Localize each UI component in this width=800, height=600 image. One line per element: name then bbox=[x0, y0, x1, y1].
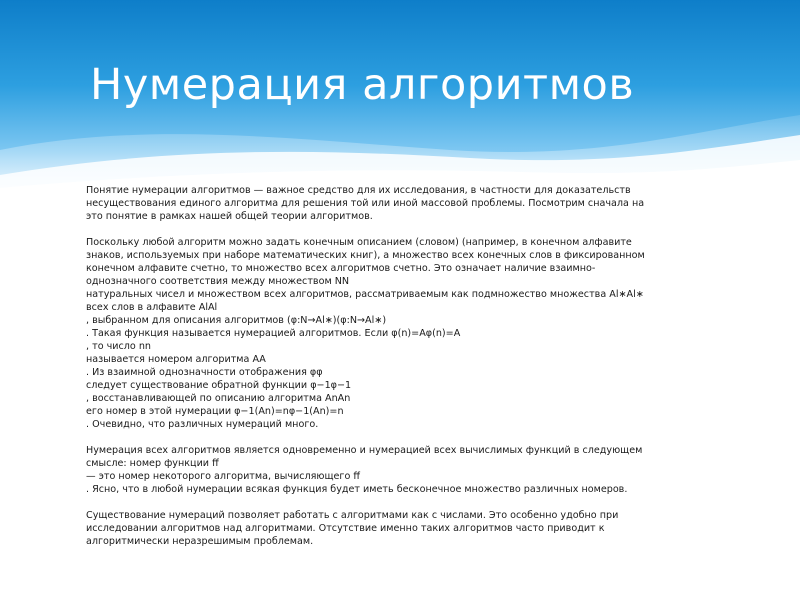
text-line: Поскольку любой алгоритм можно задать конечным описанием (словом) (например, в конечном алфавите bbox=[86, 237, 632, 248]
text-line: , восстанавливающей по описанию алгоритма AnAn bbox=[86, 393, 351, 404]
text-line: следует существование обратной функции φ−1φ−1 bbox=[86, 380, 352, 391]
text-line: Нумерация всех алгоритмов является одновременно и нумерацией всех вычислимых функций в следующем bbox=[86, 445, 643, 456]
text-line: знаков, используемых при наборе математических книг), а множество всех конечных слов в фиксированном bbox=[86, 250, 645, 261]
text-line: это понятие в рамках нашей общей теории алгоритмов. bbox=[86, 211, 373, 222]
text-line: исследовании алгоритмов над алгоритмами. Отсутствие именно таких алгоритмов часто приводит к bbox=[86, 523, 605, 534]
text-line: , то число nn bbox=[86, 341, 151, 352]
paragraph bbox=[86, 184, 718, 223]
slide-body bbox=[86, 184, 718, 561]
slide-title: Нумерация алгоритмов bbox=[90, 60, 635, 110]
paragraph bbox=[86, 509, 718, 548]
header-banner bbox=[0, 0, 800, 190]
text-line: . Такая функция называется нумерацией алгоритмов. Если φ(n)=Aφ(n)=A bbox=[86, 328, 461, 339]
text-line: всех слов в алфавите AlAl bbox=[86, 302, 218, 313]
text-line: однозначного соответствия между множеством NN bbox=[86, 276, 350, 287]
text-line: несуществования единого алгоритма для решения той или иной массовой проблемы. Посмотрим сначала на bbox=[86, 198, 645, 209]
paragraph bbox=[86, 444, 718, 496]
text-line: смысле: номер функции ff bbox=[86, 458, 219, 469]
text-line: . Очевидно, что различных нумераций много. bbox=[86, 419, 319, 430]
text-line: Существование нумераций позволяет работать с алгоритмами как с числами. Это особенно удобно при bbox=[86, 510, 619, 521]
text-line: его номер в этой нумерации φ−1(An)=nφ−1(An)=n bbox=[86, 406, 344, 417]
text-line: алгоритмически неразрешимым проблемам. bbox=[86, 536, 314, 547]
paragraph bbox=[86, 236, 718, 431]
text-line: конечном алфавите счетно, то множество всех алгоритмов счетно. Это означает наличие взаимно- bbox=[86, 263, 596, 274]
text-line: — это номер некоторого алгоритма, вычисляющего ff bbox=[86, 471, 360, 482]
text-line: Понятие нумерации алгоритмов — важное средство для их исследования, в частности для доказательств bbox=[86, 185, 631, 196]
text-line: натуральных чисел и множеством всех алгоритмов, рассматриваемым как подмножество множества Al∗Al∗ bbox=[86, 289, 644, 300]
text-line: . Ясно, что в любой нумерации всякая функция будет иметь бесконечное множество различных номеров. bbox=[86, 484, 628, 495]
text-line: , выбранном для описания алгоритмов (φ:N→Al∗)(φ:N→Al∗) bbox=[86, 315, 387, 326]
text-line: . Из взаимной однозначности отображения φφ bbox=[86, 367, 323, 378]
text-line: называется номером алгоритма AA bbox=[86, 354, 266, 365]
